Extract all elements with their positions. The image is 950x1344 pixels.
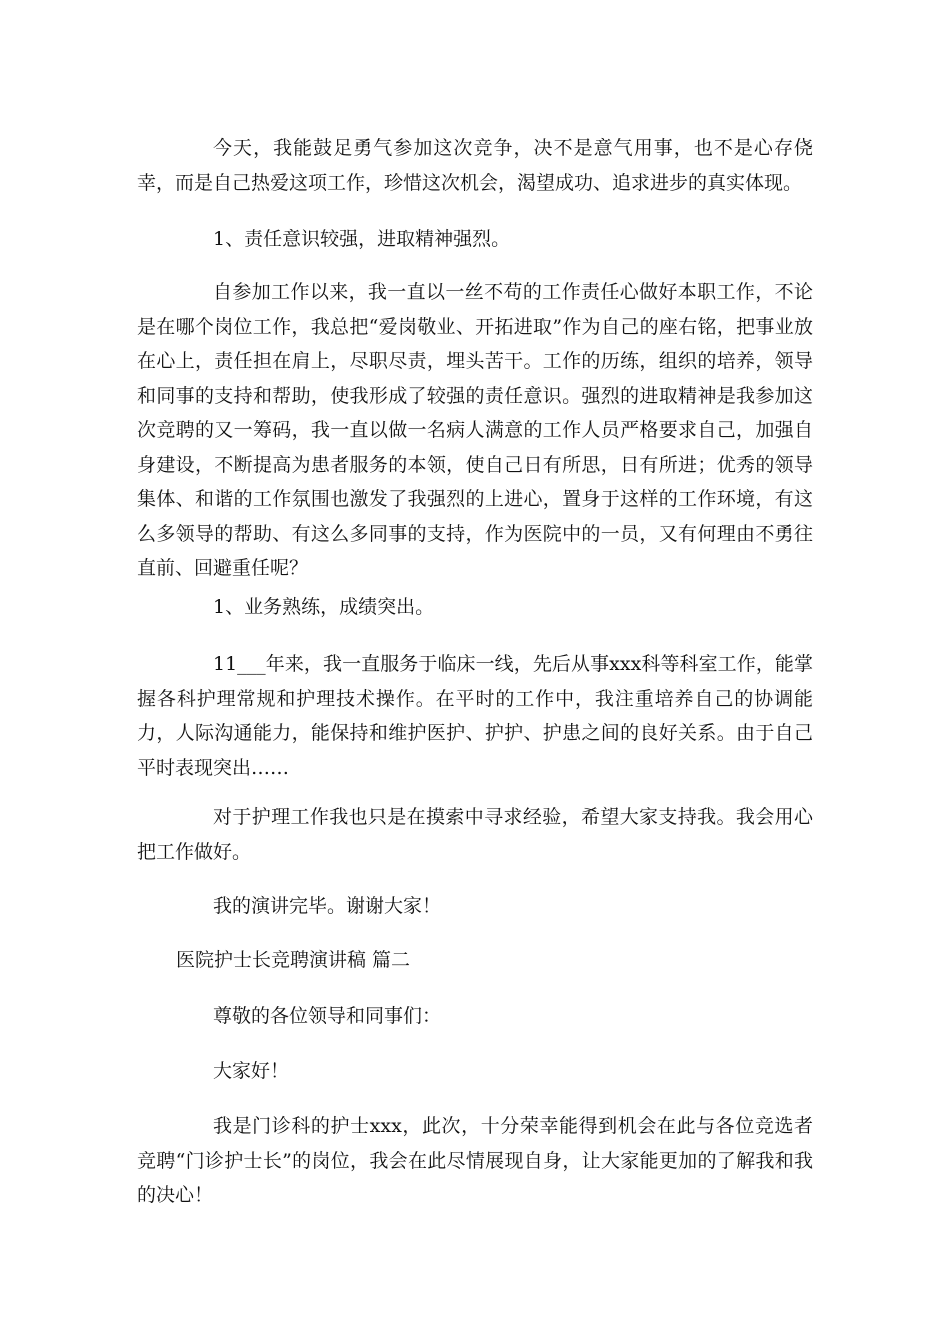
section-heading: 医院护士长竞聘演讲稿 篇二 [176, 949, 411, 971]
paragraph-point-skills: 1、业务熟练，成绩突出。 [213, 596, 435, 618]
paragraph-responsibility-body: 自参加工作以来，我一直以一丝不苟的工作责任心做好本职工作，不论是在哪个岗位工作，我总把“爱岗敬业、开拓进取”作为自己的座右铭，把事业放在心上，责任担在肩上，尽职尽责，埋头苦干。工作的历练，组织的培养，领导和同事的支持和帮助，使我形成了较强的责任意识。强烈的进取精神是我参加这次竞聘的又一筹码，我一直以做一名病人满意的工作人员严格要求自己，加强自身建设，不断提高为患者服务的本领，使自己日有所思，日有所进；优秀的领导集体、和谐的工作氛围也激发了我强烈的上进心，置身于这样的工作环境，有这么多领导的帮助、有这么多同事的支持，作为医院中的一员，又有何理由不勇往直前、回避重任呢？ [137, 281, 813, 579]
paragraph-introduction: 我是门诊科的护士xxx，此次，十分荣幸能得到机会在此与各位竞选者竞聘“门诊护士长”的岗位，我会在此尽情展现自身，让大家能更加的了解我和我的决心！ [137, 1115, 813, 1206]
paragraph-salutation: 尊敬的各位领导和同事们： [213, 1005, 442, 1027]
paragraph-point-responsibility: 1、责任意识较强，进取精神强烈。 [213, 228, 511, 250]
paragraph-closing: 对于护理工作我也只是在摸索中寻求经验，希望大家支持我。我会用心把工作做好。 [137, 806, 813, 863]
paragraph-intro: 今天，我能鼓足勇气参加这次竞争，决不是意气用事，也不是心存侥幸，而是自己热爱这项工作，珍惜这次机会，渴望成功、追求进步的真实体现。 [137, 137, 813, 194]
paragraph-thanks: 我的演讲完毕。谢谢大家！ [213, 895, 442, 917]
paragraph-greeting: 大家好！ [213, 1060, 290, 1082]
paragraph-skills-body: 11___年来，我一直服务于临床一线，先后从事xxx科等科室工作，能掌握各科护理常规和护理技术操作。在平时的工作中，我注重培养自己的协调能力，人际沟通能力，能保持和维护医护、护护、护患之间的良好关系。由于自己平时表现突出…… [137, 653, 813, 779]
